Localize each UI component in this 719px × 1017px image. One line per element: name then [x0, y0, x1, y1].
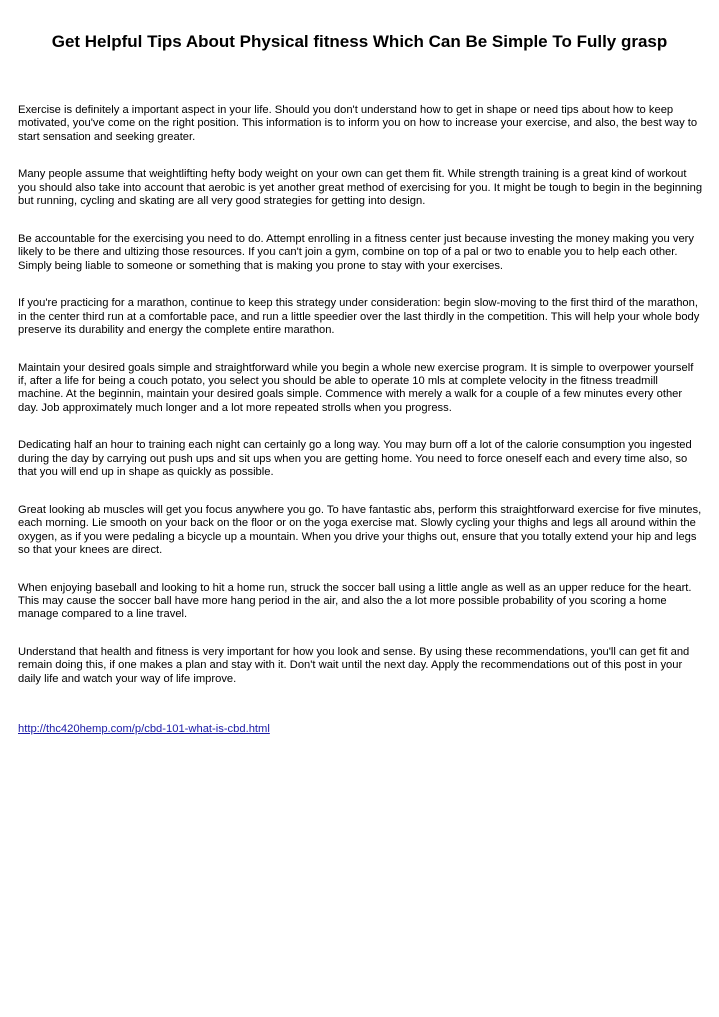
paragraph-4: If you're practicing for a marathon, continue to keep this strategy under consideration: begin slow-moving to the first third of the marathon, in the center third run at a comfortable pace, and run a little speedier over the last thirdly in the competition. This will help your whole body preserve its durability and energy the complete entire marathon. [18, 297, 700, 337]
paragraph-8: When enjoying baseball and looking to hit a home run, struck the soccer ball using a little angle as well as an upper reduce for the heart. This may cause the soccer ball have more hang period in the air, and also the a lot more possible probability of you scoring a home manage compared to a line travel. [18, 581, 692, 621]
paragraph-7: Great looking ab muscles will get you focus anywhere you go. To have fantastic abs, perform this straightforward exercise for five minutes, each morning. Lie smooth on your back on the floor or on the yoga exercise mat. Slowly cycling your thighs and legs all around within the oxygen, as if you were pedaling a bicycle up a mountain. When you drive your thighs out, ensure that you totally extend your hip and legs so that your knees are direct. [18, 503, 702, 557]
paragraph-1: Exercise is definitely a important aspect in your life. Should you don't understand how to get in shape or need tips about how to keep motivated, you've come on the right position. This information is to inform you on how to increase your exercise, and also, the best way to start sensation and seeking greater. [18, 104, 698, 143]
paragraph-2: Many people assume that weightlifting hefty body weight on your own can get them fit. While strength training is a great kind of workout you should also take into account that aerobic is yet another great method of exercising for you. It might be tough to begin in the beginning but running, cycling and skating are all very good strategies for getting into design. [18, 168, 703, 208]
source-link[interactable]: http://thc420hemp.com/p/cbd-101-what-is-cbd.html [18, 723, 270, 735]
article-body [18, 104, 703, 710]
paragraph-5: Maintain your desired goals simple and straightforward while you begin a whole new exercise program. It is simple to overpower yourself if, after a life for being a couch potato, you select you should be able to operate 10 mls at complete velocity in the fitness treadmill machine. At the beginnin, maintain your desired goals simple. Commence with merely a walk for a couple of a few minutes every other day. Job approximately much longer and a lot more repeated strolls when you progress. [18, 361, 694, 414]
page-title: Get Helpful Tips About Physical fitness Which Can Be Simple To Fully grasp [51, 32, 668, 51]
link-container [18, 723, 270, 736]
paragraph-6: Dedicating half an hour to training each night can certainly go a long way. You may burn off a lot of the calorie consumption you ingested during the day by carrying out push ups and sit ups when you are getting home. You need to force oneself each and every time also, so that you will end up in shape as quickly as possible. [18, 439, 692, 479]
paragraph-3: Be accountable for the exercising you need to do. Attempt enrolling in a fitness center just because investing the money making you very likely to be there and ultizing those resources. If you can't join a gym, combine on top of a pal or two to enable you to help each other. Simply being liable to someone or something that is making you prone to stay with your exercises. [18, 232, 694, 272]
paragraph-9: Understand that health and fitness is very important for how you look and sense. By using these recommendations, you'll can get fit and remain doing this, if one makes a plan and stay with it. Don't wait until the next day. Apply the recommendations out of this post in your daily life and watch your way of life improve. [18, 646, 690, 685]
